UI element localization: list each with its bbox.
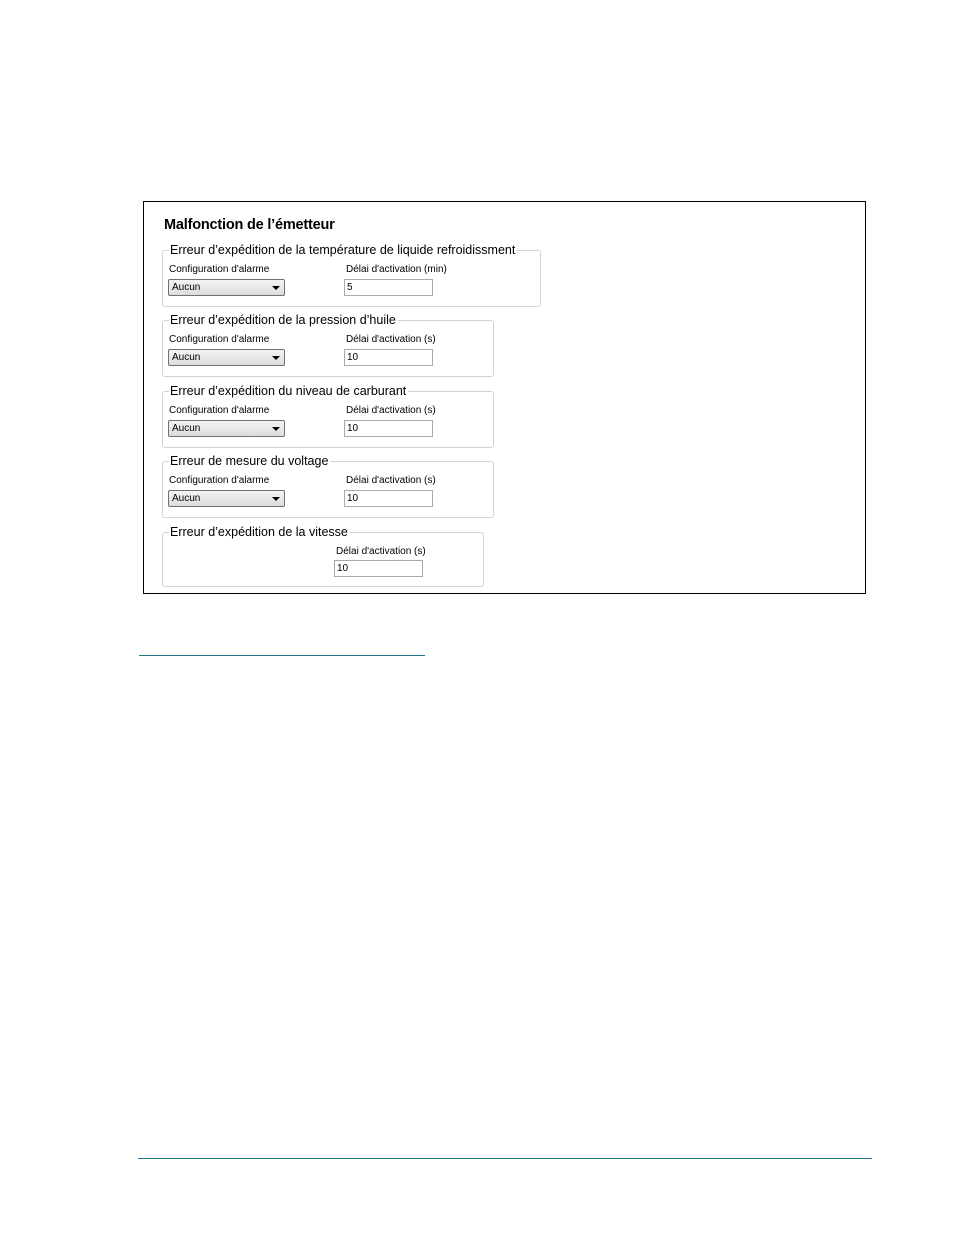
activation-delay-input[interactable]: 10 bbox=[344, 420, 433, 437]
group-title: Erreur d’expédition du niveau de carburant bbox=[170, 384, 407, 398]
group-speed bbox=[162, 525, 484, 587]
group-title: Erreur d’expédition de la pression d’huile bbox=[170, 313, 396, 327]
alarm-config-label: Configuration d'alarme bbox=[169, 334, 270, 345]
alarm-config-label: Configuration d'alarme bbox=[169, 475, 270, 486]
activation-delay-label: Délai d'activation (s) bbox=[336, 546, 426, 557]
alarm-config-value: Aucun bbox=[172, 282, 201, 293]
group-oil-pressure bbox=[162, 313, 494, 377]
group-voltage-measurement bbox=[162, 454, 494, 518]
alarm-config-select[interactable] bbox=[168, 279, 285, 296]
alarm-config-label: Configuration d'alarme bbox=[169, 264, 270, 275]
chevron-down-icon bbox=[272, 286, 280, 290]
alarm-config-value: Aucun bbox=[172, 352, 201, 363]
group-title: Erreur de mesure du voltage bbox=[170, 454, 329, 468]
activation-delay-label: Délai d'activation (min) bbox=[346, 264, 447, 275]
activation-delay-input[interactable]: 10 bbox=[334, 560, 423, 577]
chevron-down-icon bbox=[272, 356, 280, 360]
activation-delay-input[interactable]: 10 bbox=[344, 349, 433, 366]
activation-delay-label: Délai d'activation (s) bbox=[346, 334, 436, 345]
alarm-config-value: Aucun bbox=[172, 423, 201, 434]
activation-delay-label: Délai d'activation (s) bbox=[346, 475, 436, 486]
alarm-config-select[interactable] bbox=[168, 490, 285, 507]
panel-title: Malfonction de l’émetteur bbox=[164, 217, 335, 233]
activation-delay-input[interactable]: 10 bbox=[344, 490, 433, 507]
chevron-down-icon bbox=[272, 497, 280, 501]
alarm-config-select[interactable] bbox=[168, 420, 285, 437]
alarm-config-select[interactable] bbox=[168, 349, 285, 366]
activation-delay-label: Délai d'activation (s) bbox=[346, 405, 436, 416]
transmitter-malfunction-panel bbox=[143, 201, 866, 594]
activation-delay-input[interactable]: 5 bbox=[344, 279, 433, 296]
group-fuel-level bbox=[162, 384, 494, 448]
alarm-config-value: Aucun bbox=[172, 493, 201, 504]
group-coolant-temperature bbox=[162, 243, 541, 307]
link-underline bbox=[139, 655, 425, 656]
chevron-down-icon bbox=[272, 427, 280, 431]
group-title: Erreur d’expédition de la température de liquide refroidissment bbox=[170, 243, 516, 257]
footer-rule bbox=[138, 1158, 872, 1159]
group-title: Erreur d’expédition de la vitesse bbox=[170, 525, 348, 539]
alarm-config-label: Configuration d'alarme bbox=[169, 405, 270, 416]
